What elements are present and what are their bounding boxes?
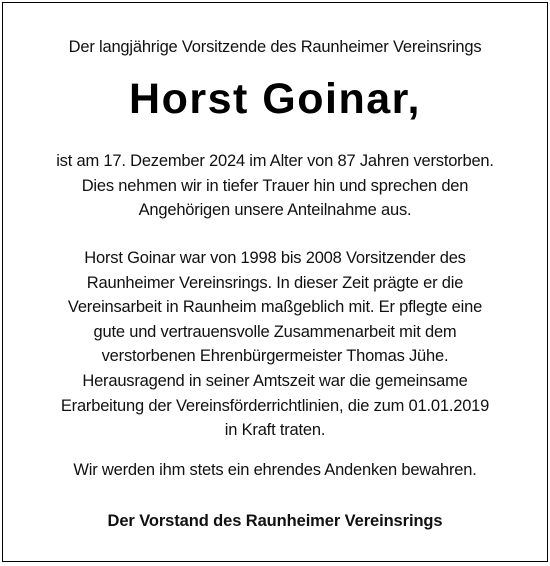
intro-line: Der langjährige Vorsitzende des Raunheimer Vereinsrings [68,38,482,56]
paragraph-line: Herausragend in seiner Amtszeit war die gemeinsame [82,371,468,390]
paragraph-line: Erarbeitung der Vereinsförderrichtlinien, die zum 01.01.2019 [60,396,490,415]
paragraph-line: Dies nehmen wir in tiefer Trauer hin und sprechen den [81,176,469,195]
paragraph-line: Vereinsarbeit in Raunheim maßgeblich mit. Er pflegte eine [67,298,483,317]
tribute-paragraph [3,246,547,443]
paragraph-line: in Kraft traten. [224,421,326,440]
paragraph-line: Angehörigen unsere Anteilnahme aus. [138,201,412,220]
death-announcement-paragraph [3,149,547,223]
deceased-name: Horst Goinar, [129,75,421,123]
paragraph-line: ist am 17. Dezember 2024 im Alter von 87 Jahren verstorben. [56,152,494,170]
paragraph-line: Raunheimer Vereinsrings. In dieser Zeit prägte er die [86,273,464,292]
closing-line: Wir werden ihm stets ein ehrendes Andenken bewahren. [73,461,477,479]
obituary-notice [2,2,548,562]
paragraph-line: verstorbenen Ehrenbürgermeister Thomas Jühe. [101,347,449,366]
paragraph-line: Horst Goinar war von 1998 bis 2008 Vorsitzender des [84,249,466,267]
paragraph-line: gute und vertrauensvolle Zusammenarbeit mit dem [93,322,457,341]
signature: Der Vorstand des Raunheimer Vereinsrings [107,512,443,530]
